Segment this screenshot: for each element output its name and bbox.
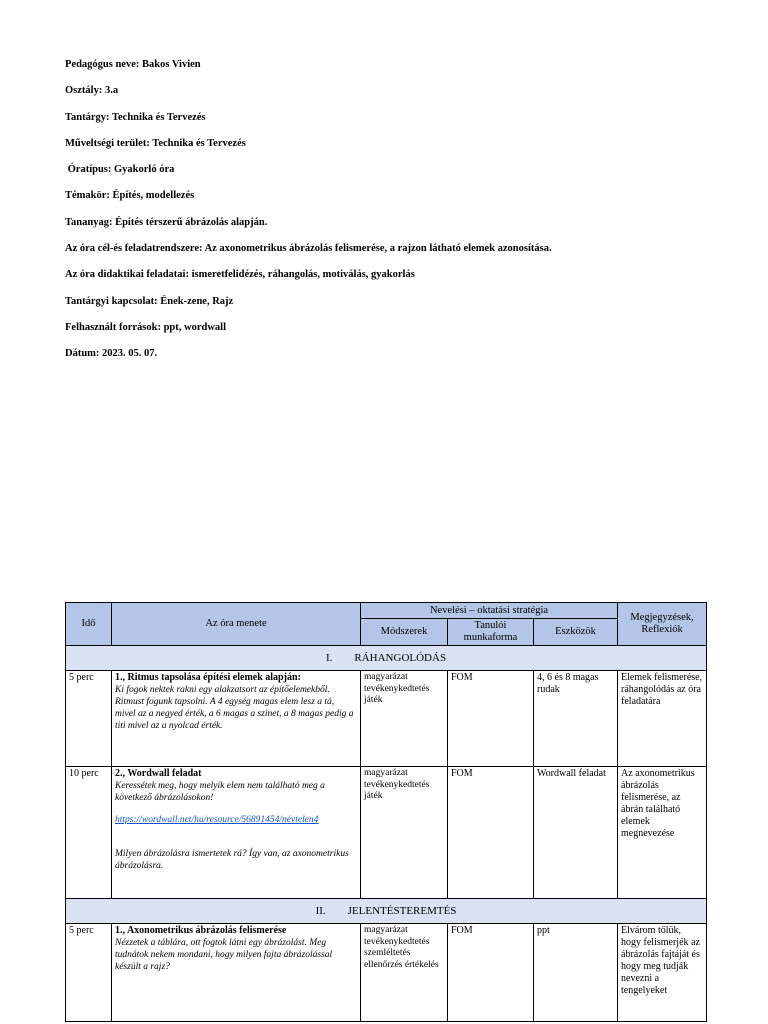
wordwall-link[interactable]: https://wordwall.net/hu/resource/56891454/névtelen4: [115, 815, 319, 825]
cell-work-form: FOM: [448, 924, 534, 1022]
section-row: [66, 899, 707, 924]
info-date: Dátum: 2023. 05. 07.: [65, 348, 158, 360]
info-material: Tananyag: Építés térszerű ábrázolás alapján.: [65, 216, 268, 228]
activity-extra: Milyen ábrázolásra ismertetek rá? Így van, az axonometrikus ábrázolásra.: [115, 849, 349, 871]
cell-notes: Elvárom tőlük, hogy felismerjék az ábrázolás fajtáját és hogy meg tudják nevezni a tengelyeket: [618, 924, 707, 1022]
cell-activity: [112, 924, 361, 1022]
info-field: Műveltségi terület: Technika és Tervezés: [65, 137, 246, 149]
lesson-header-info: [65, 58, 705, 374]
cell-activity: [112, 671, 361, 767]
info-teacher: Pedagógus neve: Bakos Vivien: [65, 59, 201, 70]
activity-text: Nézzetek a táblára, ott fogtok látni egy ábrázolást. Meg tudnátok nekem mondani, hogy milyen fajta ábrázolással készült a rajz?: [115, 938, 333, 972]
activity-text: Keressétek meg, hogy melyik elem nem található meg a következő ábrázolásokon!: [115, 781, 325, 803]
section-title: I. RÁHANGOLÓDÁS: [66, 646, 707, 671]
activity-title: 1., Axonometrikus ábrázolás felismerése: [115, 925, 287, 936]
info-sources: Felhasznált források: ppt, wordwall: [65, 321, 227, 333]
info-class: Osztály: 3.a: [65, 85, 119, 97]
table-row: [66, 671, 707, 767]
table-row: [66, 767, 707, 899]
cell-notes: Elemek felismerése, ráhangolódás az óra feladatára: [618, 671, 707, 767]
cell-methods: magyarázat tevékenykedtetés játék: [361, 767, 448, 899]
cell-time: 10 perc: [66, 767, 112, 899]
cell-work-form: FOM: [448, 671, 534, 767]
section-row: [66, 646, 707, 671]
info-lesson-type: Óratípus: Gyakorló óra: [65, 164, 175, 176]
cell-tools: Wordwall feladat: [534, 767, 618, 899]
header-notes: Megjegyzések, Reflexiók: [618, 603, 707, 646]
section-title: II. JELENTÉSTEREMTÉS: [66, 899, 707, 924]
activity-text: Ki fogok nektek rakni egy alakzatsort az építőelemekből. Ritmust fogunk tapsolni. A 4 egység magas elem lesz a tá, mivel az a negyed érték, a 6 magas a szinet, a 8 magas pedig a titi mivel az a nyolcad érték.: [115, 685, 354, 731]
header-lesson-flow: Az óra menete: [112, 603, 361, 646]
header-work-form: Tanulói munkaforma: [448, 619, 534, 646]
cell-time: 5 perc: [66, 671, 112, 767]
cell-notes: Az axonometrikus ábrázolás felismerése, az ábrán található elemek megnevezése: [618, 767, 707, 899]
header-time: Idő: [66, 603, 112, 646]
cell-tools: 4, 6 és 8 magas rudak: [534, 671, 618, 767]
info-didactic-tasks: Az óra didaktikai feladatai: ismeretfelidézés, ráhangolás, motiválás, gyakorlás: [65, 269, 415, 281]
activity-title: 2., Wordwall feladat: [115, 768, 202, 779]
lesson-plan-table: [65, 602, 707, 1022]
cell-time: 5 perc: [66, 924, 112, 1022]
cell-methods: magyarázat tevékenykedtetés szemléltetés ellenőrzés értékelés: [361, 924, 448, 1022]
info-subject: Tantárgy: Technika és Tervezés: [65, 111, 206, 123]
header-methods: Módszerek: [361, 619, 448, 646]
header-tools: Eszközök: [534, 619, 618, 646]
activity-title: 1., Ritmus tapsolása építési elemek alapján:: [115, 672, 301, 683]
cell-work-form: FOM: [448, 767, 534, 899]
cell-activity: [112, 767, 361, 899]
cell-methods: magyarázat tevékenykedtetés játék: [361, 671, 448, 767]
cell-tools: ppt: [534, 924, 618, 1022]
info-goals: Az óra cél-és feladatrendszere: Az axonometrikus ábrázolás felismerése, a rajzon látható elemek azonosítása.: [65, 243, 552, 255]
info-subject-connection: Tantárgyi kapcsolat: Ének-zene, Rajz: [65, 295, 234, 307]
table-row: [66, 924, 707, 1022]
info-topic: Témakör: Építés, modellezés: [65, 190, 195, 202]
header-strategy: Nevelési – oktatási stratégia: [361, 603, 618, 619]
